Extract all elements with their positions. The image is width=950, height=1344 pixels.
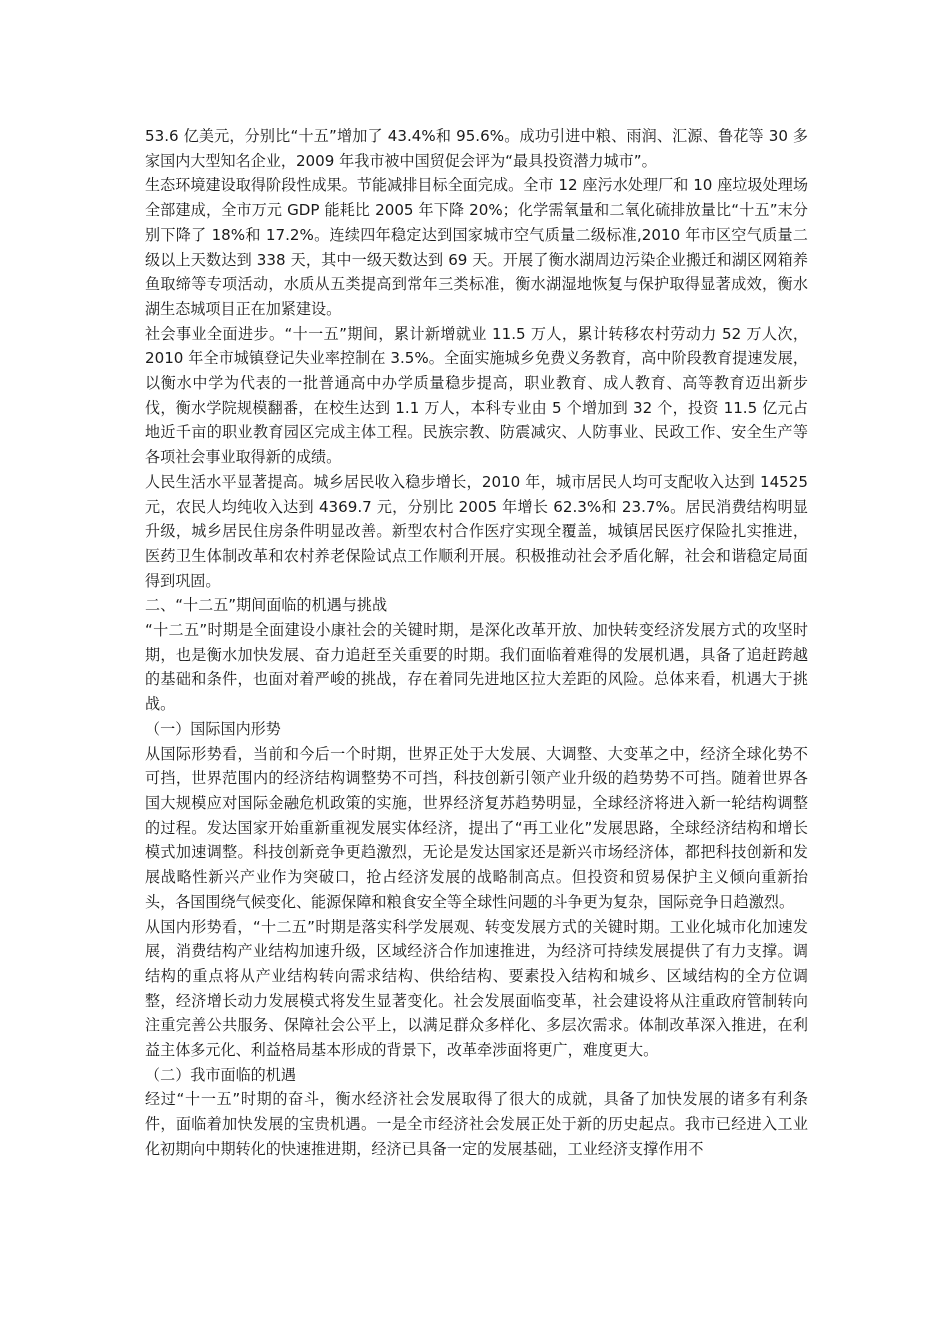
paragraph-investment: 53.6 亿美元，分别比“十五”增加了 43.4%和 95.6%。成功引进中粮、雨润、汇源、鲁花等 30 多家国内大型知名企业，2009 年我市被中国贸促会评为“最具投资潜力城市”。 — [145, 127, 808, 170]
paragraph-social-progress: 社会事业全面进步。“十一五”期间，累计新增就业 11.5 万人，累计转移农村劳动力 52 万人次，2010 年全市城镇登记失业率控制在 3.5%。全面实施城乡免费义务教育，高中阶段教育提速发展，以衡水中学为代表的一批普通高中办学质量稳步提高，职业教育、成人教育、高等教育迈出新步伐，衡水学院规模翻番，在校生达到 1.1 万人，本科专业由 5 个增加到 32 个，投资 11.5 亿元占地近千亩的职业教育园区完成主体工程。民族宗教、防震减灾、人防事业、民政工作、安全生产等各项社会事业取得新的成绩。 — [145, 324, 808, 467]
paragraph-city-opportunities: 经过“十一五”时期的奋斗，衡水经济社会发展取得了很大的成就，具备了加快发展的诸多有利条件，面临着加快发展的宝贵机遇。一是全市经济社会发展正处于新的历史起点。我市已经进入工业化初期向中期转化的快速推进期，经济已具备一定的发展基础，工业经济支撑作用不 — [145, 1090, 808, 1158]
paragraph-living-standard: 人民生活水平显著提高。城乡居民收入稳步增长，2010 年，城市居民人均可支配收入达到 14525 元，农民人均纯收入达到 4369.7 元，分别比 2005 年增长 62.3%和 23.7%。居民消费结构明显升级，城乡居民住房条件明显改善。新型农村合作医疗实现全覆盖，城镇居民医疗保险扎实推进，医药卫生体制改革和农村养老保险试点工作顺利开展。积极推动社会矛盾化解，社会和谐稳定局面得到巩固。 — [145, 472, 808, 590]
document-body — [145, 124, 808, 1162]
subsection-heading-city-opportunities: （二）我市面临的机遇 — [145, 1065, 296, 1084]
section-heading-opportunities-challenges: 二、“十二五”期间面临的机遇与挑战 — [145, 596, 388, 615]
subsection-heading-domestic-international: （一）国际国内形势 — [145, 719, 281, 738]
paragraph-domestic-situation: 从国内形势看，“十二五”时期是落实科学发展观、转变发展方式的关键时期。工业化城市化加速发展，消费结构产业结构加速升级，区域经济合作加速推进，为经济可持续发展提供了有力支撑。调结构的重点将从产业结构转向需求结构、供给结构、要素投入结构和城乡、区域结构的全方位调整，经济增长动力发展模式将发生显著变化。社会发展面临变革，社会建设将从注重政府管制转向注重完善公共服务、保障社会公平上，以满足群众多样化、多层次需求。体制改革深入推进，在利益主体多元化、利益格局基本形成的背景下，改革牵涉面将更广，难度更大。 — [145, 917, 808, 1060]
paragraph-twelfth-five-year-overview: “十二五”时期是全面建设小康社会的关键时期，是深化改革开放、加快转变经济发展方式的攻坚时期，也是衡水加快发展、奋力追赶至关重要的时期。我们面临着难得的发展机遇，具备了追赶跨越的基础和条件，也面对着严峻的挑战，存在着同先进地区拉大差距的风险。总体来看，机遇大于挑战。 — [145, 621, 808, 714]
paragraph-international-situation: 从国际形势看，当前和今后一个时期，世界正处于大发展、大调整、大变革之中，经济全球化势不可挡，世界范围内的经济结构调整势不可挡，科技创新引领产业升级的趋势势不可挡。随着世界各国大规模应对国际金融危机政策的实施，世界经济复苏趋势明显，全球经济将进入新一轮结构调整的过程。发达国家开始重新重视发展实体经济，提出了“再工业化”发展思路，全球经济结构和增长模式加速调整。科技创新竞争更趋激烈，无论是发达国家还是新兴市场经济体，都把科技创新和发展战略性新兴产业作为突破口，抢占经济发展的战略制高点。但投资和贸易保护主义倾向重新抬头，各国围绕气候变化、能源保障和粮食安全等全球性问题的斗争更为复杂，国际竞争日趋激烈。 — [145, 744, 808, 911]
paragraph-ecology: 生态环境建设取得阶段性成果。节能减排目标全面完成。全市 12 座污水处理厂和 10 座垃圾处理场全部建成，全市万元 GDP 能耗比 2005 年下降 20%；化学需氧量和二氧化硫排放量比“十五”末分别下降了 18%和 17.2%。连续四年稳定达到国家城市空气质量二级标准,2010 年市区空气质量二级以上天数达到 338 天，其中一级天数达到 69 天。开展了衡水湖周边污染企业搬迁和湖区网箱养鱼取缔等专项活动，水质从五类提高到常年三类标准，衡水湖湿地恢复与保护取得显著成效，衡水湖生态城项目正在加紧建设。 — [145, 176, 808, 318]
